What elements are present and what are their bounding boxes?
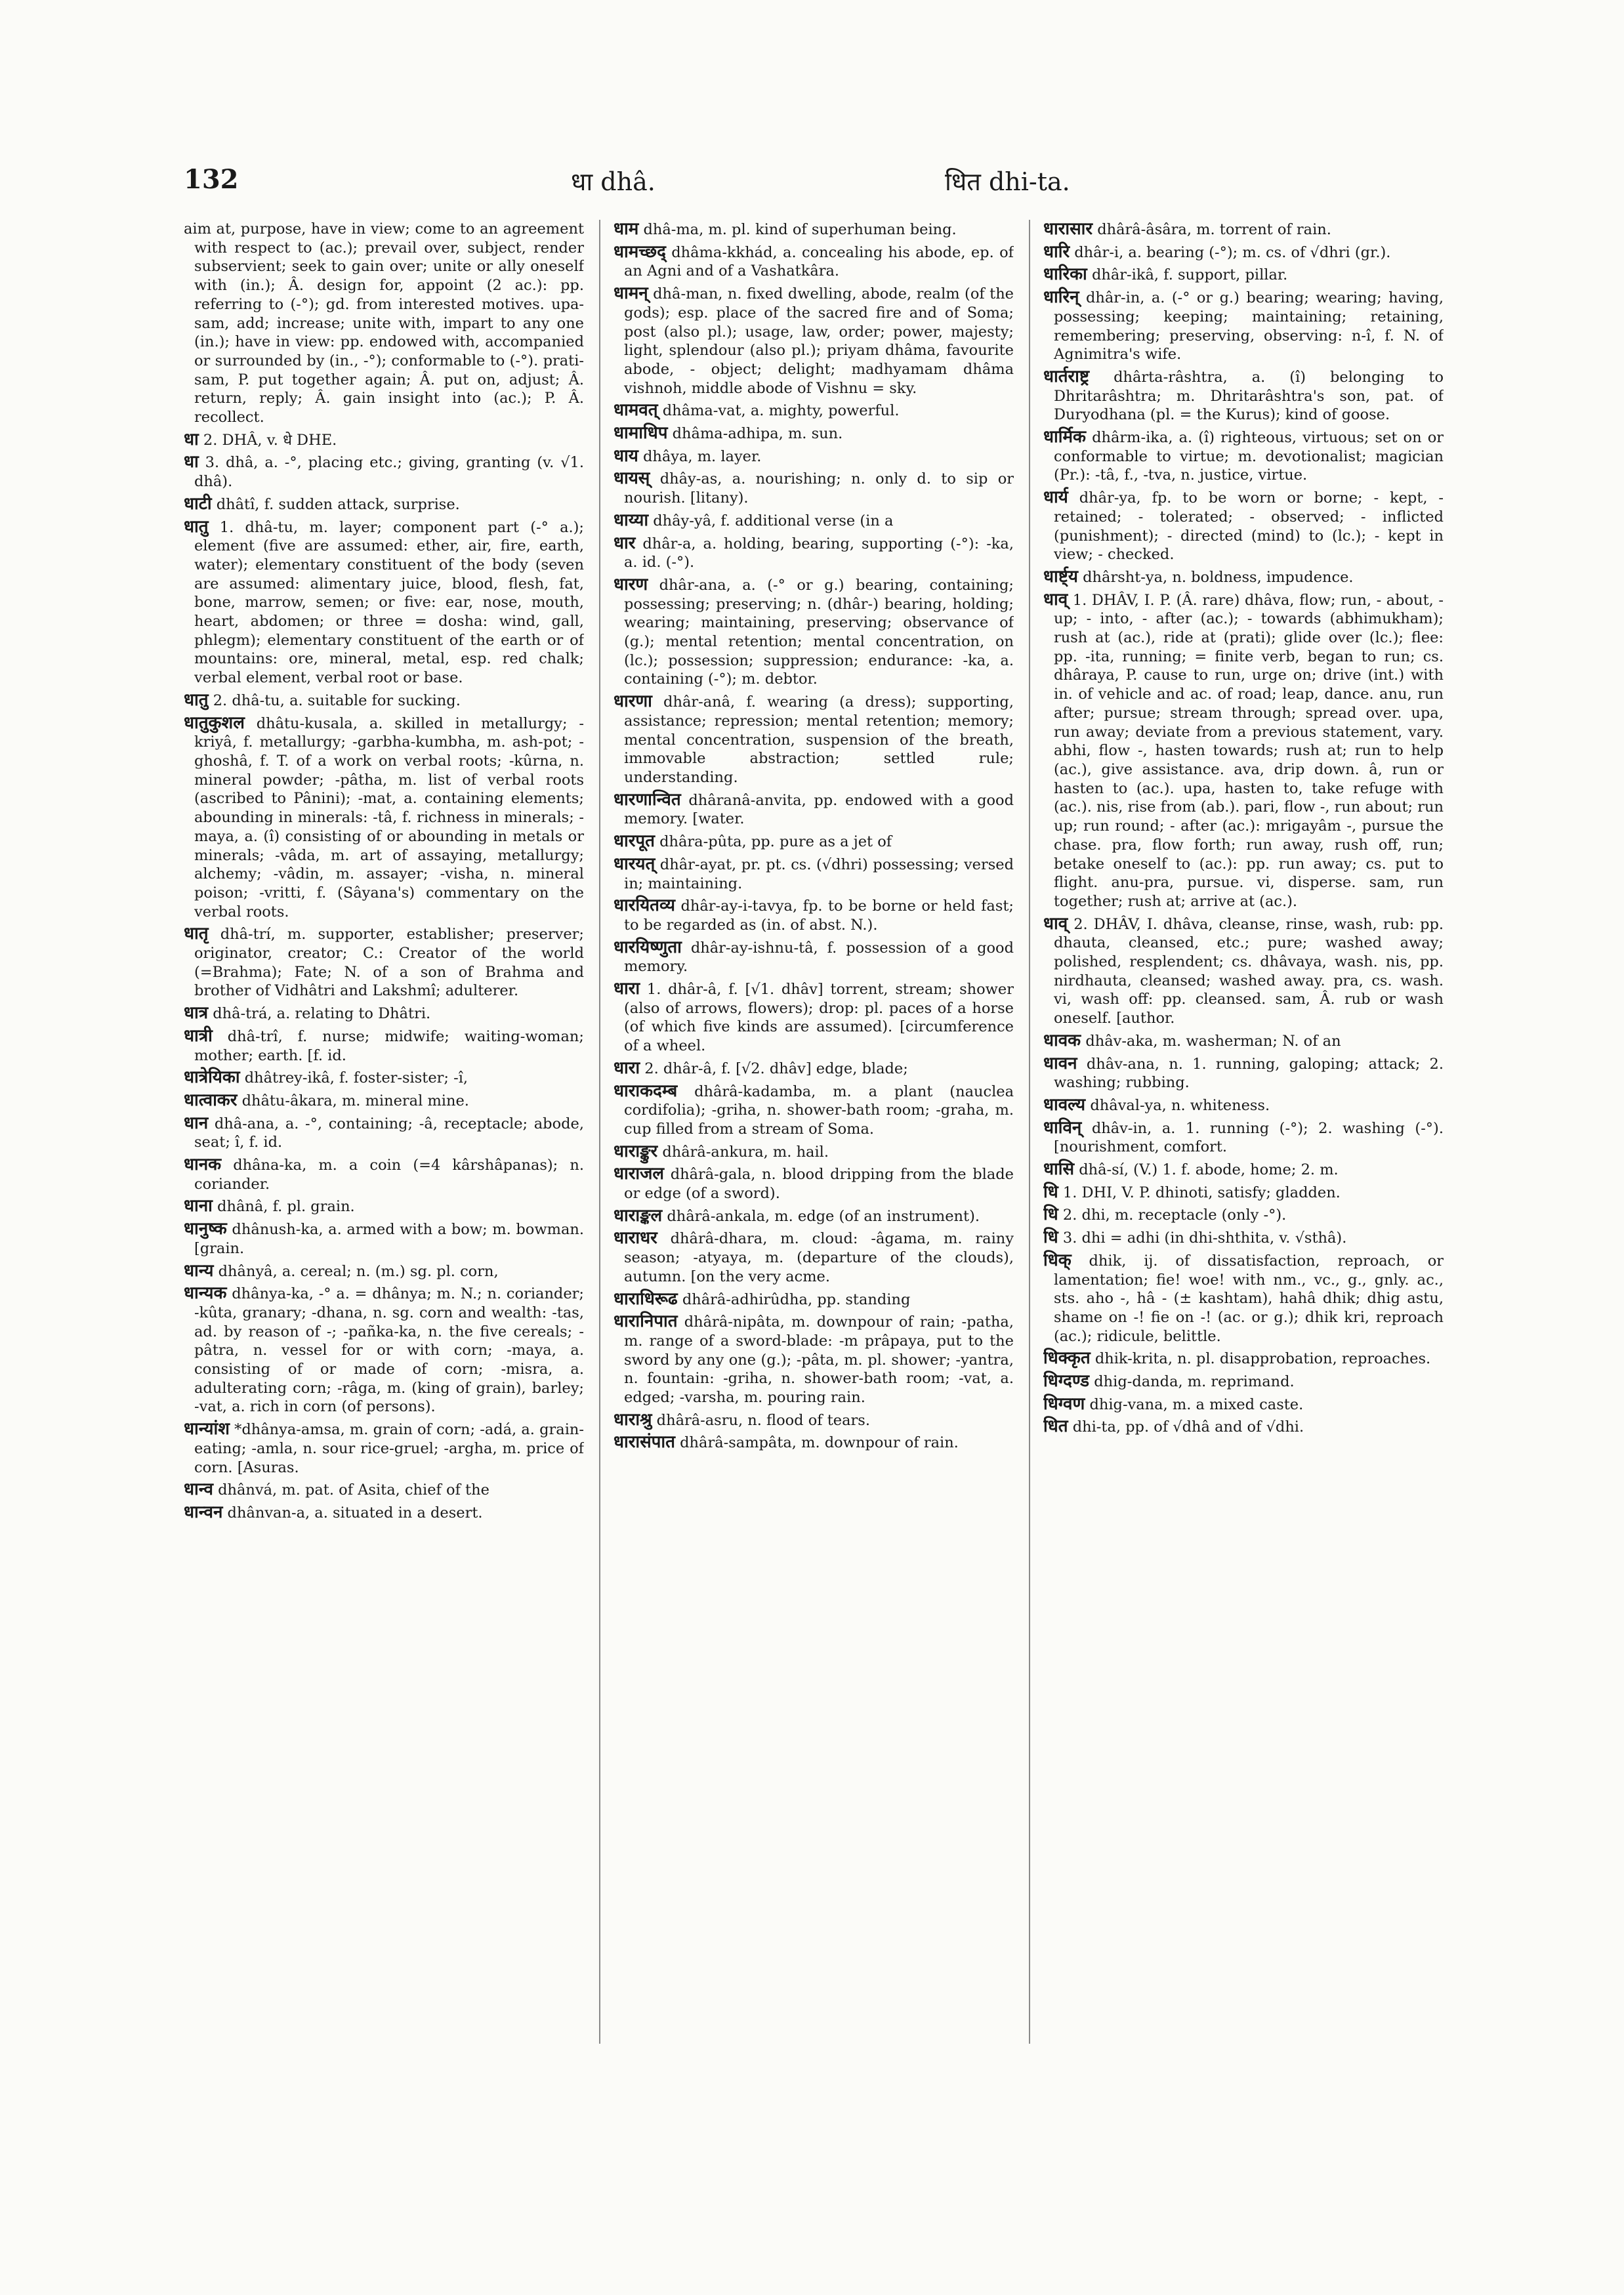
entry-headword: धान [184,1113,209,1133]
entry-headword: धारणा [614,692,652,712]
dictionary-entry [614,243,1014,281]
dictionary-entry [614,447,1014,466]
entry-definition: aim at, purpose, have in view; come to an agreement with respect to (ac.); prevail over, subject, render subservient; seek to gain over; unite or ally oneself with (in.); Â. design for, appoint (2 ac.): pp. referring to (-°); gd. from interested motives. upa-sam, add; increase; unite with, impart to any one (in.); have in view: pp. endowed with, accompanied or surrounded by (in., -°); conformable to (-°). prati-sam, P. put together again; Â. put on, adjust; Â. return, reply; Â. gain insight into (ac.); P. Â. recollect. [184,220,584,426]
entry-headword: धान्वन [184,1502,223,1522]
entry-headword: धाटी [184,493,212,514]
entry-definition: 1. dhâr-â, f. [√1. dhâv] torrent, stream; shower (also of arrows, flowers); drop: pl. paces of a horse (of which five kinds are assumed). [circumference of a wheel. [624,981,1014,1055]
entry-headword: धान्व [184,1479,213,1500]
entry-definition: 3. dhâ, a. -°, placing etc.; giving, granting (v. √1. dhâ). [194,454,584,491]
entry-headword: धाना [184,1196,213,1216]
entry-definition: dhâ-trá, a. relating to Dhâtri. [213,1005,431,1023]
entry-definition: dhârâ-adhirûdha, pp. standing [682,1291,911,1308]
entry-definition: dhâtî, f. sudden attack, surprise. [216,495,460,513]
entry-definition: dhâv-aka, m. washerman; N. of an [1085,1032,1341,1050]
entry-definition: 1. DHI, V. P. dhinoti, satisfy; gladden. [1062,1184,1341,1201]
dictionary-entry [1043,590,1444,911]
dictionary-entry [1043,1417,1444,1437]
entry-headword: धान्य [184,1260,214,1281]
dictionary-entry [614,791,1014,829]
dictionary-entry [614,534,1014,572]
entry-headword: धात्वाकर [184,1090,238,1110]
dictionary-entry [184,1068,584,1088]
entry-headword: धाव् [1043,913,1068,934]
dictionary-entry [1043,288,1444,364]
dictionary-entry [1043,265,1444,285]
dictionary-entry [1043,1228,1444,1248]
dictionary-entry [1043,1096,1444,1115]
entry-definition: dhârâ-asru, n. flood of tears. [656,1411,870,1429]
entry-headword: धान्यक [184,1283,227,1304]
entry-definition: dhârâ-ankala, m. edge (of an instrument). [667,1207,980,1225]
entry-headword: धाराश्रु [614,1409,652,1430]
entry-definition: 2. dhi, m. receptacle (only -°). [1062,1207,1287,1224]
entry-headword: धावल्य [1043,1094,1086,1115]
entry-definition: dhâr-ana, a. (-° or g.) bearing, containing; possessing; preserving; n. (dhâr-) bearing, holding; wearing; maintaining, preserving; observance of (g.); mental retention; mental concentration, on (lc.); possession; suppression; endurance: -ka, a. containing (-°); m. debtor. [624,576,1014,688]
entry-definition: dhâr-a, a. holding, bearing, supporting (-°): -ka, a. id. (-°). [624,535,1014,571]
entry-headword: धारयत् [614,854,656,874]
entry-headword: धारिन् [1043,287,1079,308]
entry-headword: धार्तराष्ट्र [1043,366,1090,386]
entry-definition: dhâna-ka, m. a coin (=4 kârshâpanas); n. coriander. [194,1157,584,1193]
entry-headword: धार्य [1043,487,1068,508]
dictionary-entry [184,1420,584,1477]
dictionary-entry [184,924,584,1001]
entry-headword: धार [614,533,636,553]
entry-definition: dhârâ-gala, n. blood dripping from the blade or edge (of a sword). [624,1166,1014,1203]
entry-headword: धारपूत [614,831,655,852]
dictionary-entry [614,575,1014,689]
entry-headword: धामवत् [614,400,658,421]
dictionary-entry [1043,1160,1444,1180]
entry-headword: धामाधिप [614,423,668,444]
entry-definition: dhâra-pûta, pp. pure as a jet of [659,833,892,851]
entry-definition: dhârm-ika, a. (î) righteous, virtuous; set on or conformable to virtue; m. devotionalist; magician (Pr.): -tâ, f., -tva, n. justice, virtue. [1054,429,1444,484]
entry-headword: धाविन् [1043,1117,1082,1138]
entry-headword: धाय [614,445,638,466]
column-divider [599,220,600,2044]
entry-headword: धारिका [1043,264,1087,285]
entry-definition: dhâya, m. layer. [642,447,762,465]
entry-definition: dhâr-in, a. (-° or g.) bearing; wearing; having, possessing; keeping; maintaining; retaining, remembering; preserving, observing: n-î, f. N. of Agnimitra's wife. [1054,289,1444,363]
entry-headword: धात्री [184,1025,213,1046]
dictionary-entry [614,1433,1014,1453]
entry-definition: 2. DHÂV, I. dhâva, cleanse, rinse, wash, rub: pp. dhauta, cleansed, etc.; pure; washed away; polished, resplendent; cs. dhâvaya, wash. nis, pp. nirdhauta, cleansed; washed away. pra, cs. wash. vi, wash off: pp. cleansed. sam, Â. rub or wash oneself. [author. [1054,915,1444,1027]
dictionary-entry [184,453,584,491]
entry-headword: धि [1043,1228,1058,1248]
entry-headword: धाराङ्कल [614,1205,663,1226]
left-running-head: धा dhâ. [571,167,656,196]
entry-definition: dhâ-trî, f. nurse; midwife; waiting-woman; mother; earth. [f. id. [194,1027,584,1064]
running-header [184,164,1440,203]
entry-headword: धावन [1043,1053,1077,1073]
entry-definition: dhârâ-sampâta, m. downpour of rain. [680,1434,959,1452]
dictionary-entry [614,1059,1014,1079]
entry-headword: धासि [1043,1159,1075,1180]
entry-headword: धारयितव्य [614,896,675,916]
entry-headword: धातु [184,690,209,710]
dictionary-entry [614,469,1014,507]
entry-headword: धार्ष्ट्य [1043,566,1078,587]
dictionary-entry [614,832,1014,852]
entry-definition: dhâma-vat, a. mighty, powerful. [662,402,900,420]
entry-definition: dhârta-râshtra, a. (î) belonging to Dhritarâshtra; m. Dhritarâshtra's son, pat. of Duryodhana (pl. = the Kurus); kind of goose. [1054,368,1444,424]
entry-headword: धा [184,452,199,472]
dictionary-entry [184,495,584,514]
dictionary-entry [1043,220,1444,239]
entry-headword: धार्मिक [1043,427,1086,447]
right-running-head: धित dhi-ta. [945,167,1070,196]
entry-definition: dhâr-ya, fp. to be worn or borne; - kept, - retained; - tolerated; - observed; - inflicted (punishment); - directed (mind) to (lc.); - kept in view; - checked. [1054,489,1444,564]
entry-definition: 3. dhi = adhi (in dhi-shthita, v. √sthâ). [1062,1230,1347,1247]
dictionary-entry [614,1142,1014,1162]
entry-definition: dhâv-in, a. 1. running (-°); 2. washing (-°). [nourishment, comfort. [1054,1119,1444,1156]
dictionary-entry [1043,488,1444,564]
entry-headword: धारानिपात [614,1312,678,1332]
entry-definition: dhây-yâ, f. additional verse (in a [653,512,894,529]
entry-definition: dhâ-ma, m. pl. kind of superhuman being. [643,221,957,238]
entry-headword: धाम [614,220,639,239]
dictionary-entry [614,1165,1014,1203]
entry-definition: dhârâ-ankura, m. hail. [662,1143,829,1161]
entry-headword: धारा [614,1058,640,1078]
entry-definition: dhâr-ay-i-tavya, fp. to be borne or held fast; to be regarded as (in. of abst. N.). [624,898,1014,934]
dictionary-entry [1043,1205,1444,1225]
entry-definition: dhâma-adhipa, m. sun. [672,425,843,443]
dictionary-entry [614,855,1014,893]
page-number: 132 [184,164,239,195]
dictionary-entry [614,511,1014,531]
column-1 [184,220,584,2050]
dictionary-entry [614,1207,1014,1226]
entry-definition: dhâr-ikâ, f. support, pillar. [1091,266,1288,284]
entry-definition: *dhânya-amsa, m. grain of corn; -adá, a. grain-eating; -amla, n. sour rice-gruel; -argha, m. price of corn. [Asuras. [194,1421,584,1476]
dictionary-entry [614,284,1014,398]
entry-definition: dhâ-sí, (V.) 1. f. abode, home; 2. m. [1079,1161,1339,1179]
dictionary-entry [184,1155,584,1193]
entry-headword: धाराङ्कुर [614,1141,658,1161]
dictionary-entry [614,896,1014,934]
entry-headword: धामच्छद् [614,241,666,262]
entry-definition: 2. dhâr-â, f. [√2. dhâv] edge, blade; [644,1060,908,1077]
entry-headword: धावक [1043,1030,1081,1050]
entry-headword: धाराकदम्ब [614,1081,678,1101]
dictionary-entry [1043,1251,1444,1346]
entry-definition: dhânâ, f. pl. grain. [217,1198,355,1216]
entry-definition: dhânvá, m. pat. of Asita, chief of the [218,1481,489,1499]
dictionary-entry [1043,915,1444,1028]
dictionary-entry [614,1290,1014,1310]
dictionary-entry [614,401,1014,421]
entry-definition: dhâtu-kusala, a. skilled in metallurgy; -kriyâ, f. metallurgy; -garbha-kumbha, m. ash-pot; -ghoshâ, f. T. of a work on verbal roots; -kûrna, n. mineral powder; -pâtha, m. list of verbal roots (ascribed to Pânini); -mat, a. containing elements; abounding in minerals: -tâ, f. richness in minerals; -maya, a. (î) consisting of or abounding in metals or minerals; -vâda, m. art of assaying, metallurgy; alchemy; -vâdin, m. assayer; -visha, n. mineral poison; -vritti, f. (Sâyana's) commentary on the verbal roots. [194,714,584,920]
entry-definition: dhâv-ana, n. 1. running, galoping; attack; 2. washing; rubbing. [1054,1055,1444,1092]
entry-definition: dhi-ta, pp. of √dhâ and of √dhi. [1072,1418,1304,1436]
entry-headword: धायस् [614,468,650,489]
entry-headword: धि [1043,1205,1058,1225]
entry-definition: dhârâ-dhara, m. cloud: -âgama, m. rainy season; -atyaya, m. (departure of the clouds), autumn. [on the very acme. [624,1230,1014,1285]
entry-definition: dhâ-man, n. fixed dwelling, abode, realm (of the gods); esp. place of the sacred fire and of Soma; post (also pl.); usage, law, order; power, majesty; light, splendour (also pl.); priyam dhâma, favourite abode, - object; delight; madhyamam dhâma vishnoh, middle abode of Vishnu = sky. [624,285,1014,397]
dictionary-entry [1043,428,1444,485]
entry-definition: 2. DHÂ, v. धे DHE. [203,431,337,449]
entry-definition: dhâranâ-anvita, pp. endowed with a good memory. [water. [624,791,1014,828]
entry-headword: धारा [614,979,640,999]
entry-headword: धानुष्क [184,1219,227,1239]
dictionary-entry [184,1004,584,1023]
dictionary-entry [1043,367,1444,424]
entry-definition: dhâ-trí, m. supporter, establisher; preserver; originator, creator; C.: Creator of the world (=Brahma); Fate; N. of a son of Brahma and brother of Vidhâtri and Lakshmî; adulterer. [194,926,584,1000]
entry-definition: dhâval-ya, n. whiteness. [1090,1096,1270,1114]
dictionary-entry [614,692,1014,787]
dictionary-entry [184,518,584,688]
dictionary-entry [1043,1183,1444,1203]
dictionary-entry [184,1480,584,1500]
dictionary-entry [184,1284,584,1416]
entry-definition: dhâ-ana, a. -°, containing; -â, receptacle; abode, seat; î, f. id. [194,1115,584,1151]
entry-definition: dhig-danda, m. reprimand. [1094,1373,1295,1391]
entry-headword: धिग्वण [1043,1394,1085,1414]
dictionary-entry [614,1082,1014,1139]
dictionary-entry [1043,1349,1444,1369]
dictionary-entry [184,1114,584,1152]
entry-definition: dhâr-i, a. bearing (-°); m. cs. of √dhri (gr.). [1074,243,1391,261]
entry-definition: dhig-vana, m. a mixed caste. [1089,1396,1304,1413]
dictionary-entry [614,1312,1014,1407]
entry-headword: धामन् [614,283,648,304]
dictionary-entry [614,220,1014,239]
entry-headword: धारण [614,574,648,594]
dictionary-entry [184,1197,584,1216]
entry-headword: धान्यांश [184,1419,230,1439]
entry-definition: dhâma-kkhád, a. concealing his abode, ep. of an Agni and of a Vashatkâra. [624,243,1014,280]
entry-headword: धारयिष्णुता [614,937,682,957]
dictionary-entry [184,430,584,450]
dictionary-entry [184,1220,584,1258]
dictionary-entry [614,1411,1014,1430]
entry-definition: dhârsht-ya, n. boldness, impudence. [1083,568,1354,586]
entry-definition: dhânvan-a, a. situated in a desert. [227,1504,483,1521]
entry-headword: धानक [184,1155,222,1175]
entry-headword: धात्रेयिका [184,1067,240,1088]
column-2 [614,220,1014,2050]
entry-definition: dhârâ-kadamba, m. a plant (nauclea cordifolia); -griha, n. shower-bath room; -graha, m. cup filled from a stream of Soma. [624,1083,1014,1138]
entry-definition: dhâr-ay-ishnu-tâ, f. possession of a good memory. [624,939,1014,976]
entry-headword: धि [1043,1182,1058,1202]
column-3 [1043,220,1444,2050]
entry-headword: धाराजल [614,1164,665,1184]
entry-definition: dhik, ij. of dissatisfaction, reproach, or lamentation; fie! woe! with nm., vc., g., gnly. ac., sts. aho -, hâ - (± kashtam), hahâ dhik; dhig astu, shame on -! fie on -! (ac. or g.); dhik kri, reproach (ac.); ridicule, belittle. [1054,1252,1444,1345]
dictionary-entry [1043,243,1444,262]
entry-headword: धिक् [1043,1250,1072,1270]
dictionary-entry [614,980,1014,1056]
column-divider [1029,220,1030,2044]
dictionary-entry [614,1229,1014,1286]
entry-headword: धाय्या [614,510,649,530]
dictionary-entry [184,1091,584,1111]
entry-definition: 2. dhâ-tu, a. suitable for sucking. [213,692,461,709]
entry-headword: धाराधिरूढ [614,1289,678,1309]
dictionary-entry [184,1262,584,1281]
dictionary-entry [1043,1031,1444,1051]
entry-headword: धित [1043,1416,1068,1437]
entry-definition: dhik-krita, n. pl. disapprobation, reproaches. [1094,1350,1431,1368]
entry-headword: धारणान्वित [614,789,681,810]
entry-definition: dhânya-ka, -° a. = dhânya; m. N.; n. coriander; -kûta, granary; -dhana, n. sg. corn and wealth: -tas, ad. by reason of -; -pañka-ka, n. the five cereals; -pâtra, n. vessel for or with corn; -maya, a. consisting of or made of corn; -misra, a. adulterating corn; -râga, m. (king of grain), barley; -vat, a. rich in corn (of persons). [194,1285,584,1416]
entry-headword: धातु [184,516,209,537]
entry-headword: धिग्दण्ड [1043,1371,1090,1392]
dictionary-entry [1043,1054,1444,1092]
entry-definition: 1. DHÂV, I. P. (Â. rare) dhâva, flow; run, - about, - up; - into, - after (ac.); - towards (abhimukham); rush at (ac.), ride at (prati); glide over (lc.); flee: pp. -ita, running; = finite verb, began to run; cs. dhâraya, P. cause to run, urge on; drive (int.) with in. of vehicle and ac. of road; leap, dance. anu, run after; pursue; stream through; spread over. upa, run away; deviate from a previous statement, vary. abhi, flow -, hasten towards; rush at; run to help (ac.), give assistance. ava, drip down. â, run or hasten to (ac.). upa, hasten to, take refuge with (ac.). nis, rise from (ab.). pari, flow -, run about; run up; run round; - after (ac.): mrigayâm -, pursue the chase. pra, flow forth; run away, rush off, run; betake oneself to (ac.): pp. run away; cs. put to flight. anu-pra, pursue. vi, disperse. sam, run together; rush at; arrive at (ac.). [1054,591,1444,910]
entry-definition: dhâtrey-ikâ, f. foster-sister; -î, [244,1069,468,1087]
entry-definition: dhânyâ, a. cereal; n. (m.) sg. pl. corn, [218,1262,499,1280]
dictionary-entry [184,1503,584,1523]
dictionary-entry [1043,1119,1444,1157]
entry-definition: dhâr-anâ, f. wearing (a dress); supporting, assistance; repression; mental retention; memory; mental concentration, suspension of the breath, immovable abstraction; settled rule; understanding. [624,693,1014,786]
dictionary-entry [184,1027,584,1065]
entry-definition: dhâr-ayat, pr. pt. cs. (√dhri) possessing; versed in; maintaining. [624,856,1014,892]
dictionary-entry [1043,1395,1444,1415]
entry-headword: धा [184,429,199,449]
entry-definition: dhây-as, a. nourishing; n. only d. to sip or nourish. [litany). [624,470,1014,507]
entry-headword: धिक्कृत [1043,1348,1091,1369]
entry-headword: धाराधर [614,1228,657,1249]
dictionary-entry [1043,568,1444,587]
entry-headword: धातृ [184,924,209,944]
entry-headword: धाव् [1043,589,1068,610]
entry-headword: धारि [1043,241,1070,262]
dictionary-entry [184,691,584,711]
entry-headword: धातुकुशल [184,713,245,733]
dictionary-entry [614,938,1014,976]
dictionary-columns [184,220,1444,2057]
entry-definition: dhârâ-nipâta, m. downpour of rain; -patha, m. range of a sword-blade: -m prâpaya, put to the sword by any one (g.); -pâta, m. pl. shower; -yantra, n. fountain: -griha, n. shower-bath room; -vat, a. edged; -varsha, m. pouring rain. [624,1313,1014,1407]
entry-headword: धारासार [1043,220,1093,239]
dictionary-entry [184,220,584,427]
dictionary-entry [614,424,1014,444]
entry-definition: dhânush-ka, a. armed with a bow; m. bowman. [grain. [194,1221,584,1257]
entry-definition: dhâtu-âkara, m. mineral mine. [241,1092,469,1109]
dictionary-entry [1043,1372,1444,1392]
dictionary-entry [184,714,584,922]
entry-definition: 1. dhâ-tu, m. layer; component part (-° a.); element (five are assumed: ether, air, fire, earth, water); elementary constituent of the body (seven are assumed: alimentary juice, blood, flesh, fat, bone, marrow, semen; or five: ear, nose, mouth, heart, abdomen; or three = dosha: wind, gall, phlegm); elementary constituent of the earth or of mountains: ore, mineral, metal, esp. red chalk; verbal element, verbal root or base. [194,518,584,687]
entry-headword: धारासंपात [614,1432,675,1453]
entry-definition: dhârâ-âsâra, m. torrent of rain. [1097,221,1331,238]
entry-headword: धात्र [184,1003,209,1023]
